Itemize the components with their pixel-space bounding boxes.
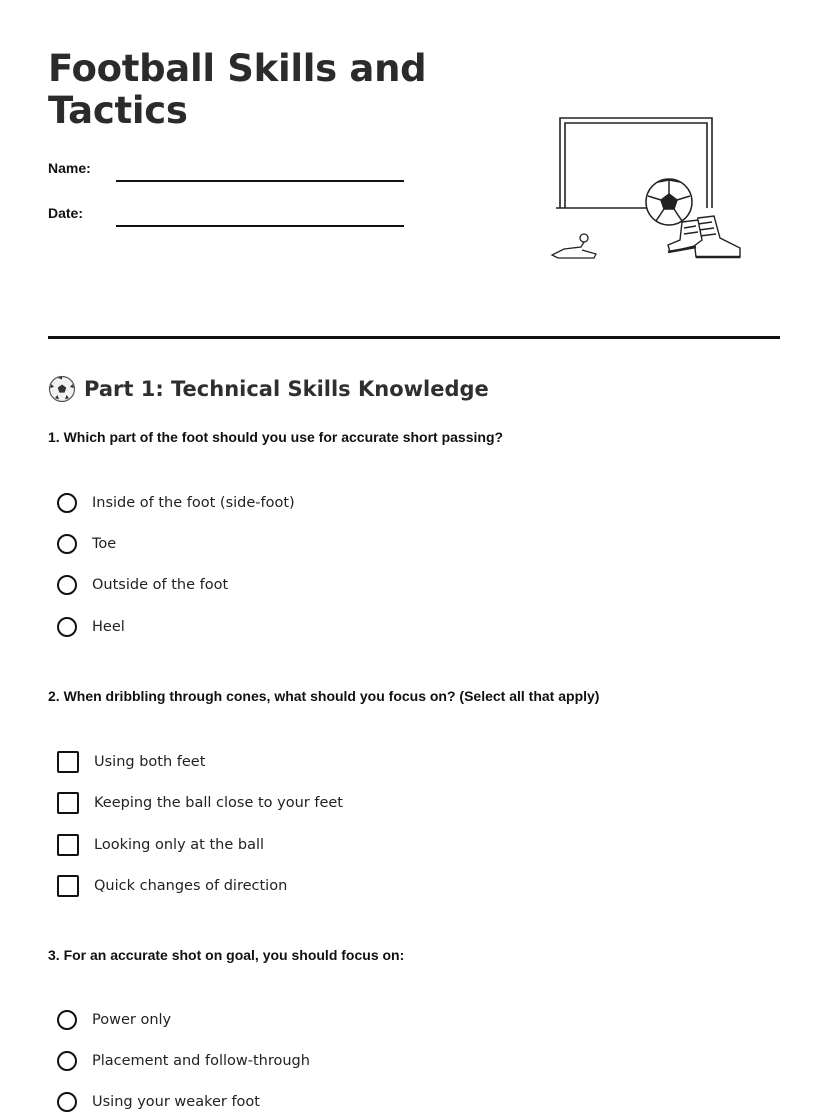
- question-3: 3. For an accurate shot on goal, you should focus on:: [48, 947, 405, 963]
- name-label: Name:: [48, 160, 91, 176]
- option-label: Toe: [92, 536, 117, 552]
- option-label: Using your weaker foot: [92, 1094, 260, 1110]
- soccer-ball-icon: [48, 375, 76, 403]
- section-title: Part 1: Technical Skills Knowledge: [84, 377, 489, 401]
- option-q3-a[interactable]: [57, 1007, 171, 1033]
- question-1: 1. Which part of the foot should you use for accurate short passing?: [48, 429, 504, 445]
- page-title: Football Skills and Tactics: [48, 47, 427, 132]
- football-illustration: [548, 112, 744, 268]
- option-q1-c[interactable]: [57, 572, 228, 598]
- option-q3-b[interactable]: [57, 1048, 310, 1074]
- date-label: Date:: [48, 205, 84, 221]
- name-field[interactable]: [116, 180, 404, 182]
- radio-button[interactable]: [57, 617, 77, 637]
- option-label: Power only: [92, 1012, 172, 1028]
- option-label: Quick changes of direction: [94, 878, 288, 894]
- radio-button[interactable]: [57, 493, 77, 513]
- option-label: Inside of the foot (side-foot): [92, 495, 295, 511]
- option-q1-b[interactable]: [57, 531, 116, 557]
- option-q3-c[interactable]: [57, 1089, 260, 1115]
- option-q2-c[interactable]: [57, 832, 264, 858]
- section-header: [48, 374, 489, 404]
- soccer-ball-icon: [646, 179, 692, 225]
- checkbox[interactable]: [57, 751, 79, 773]
- option-q2-a[interactable]: [57, 749, 205, 775]
- option-label: Looking only at the ball: [94, 837, 265, 853]
- question-2: 2. When dribbling through cones, what should you focus on? (Select all that apply): [48, 688, 600, 704]
- checkbox[interactable]: [57, 792, 79, 814]
- radio-button[interactable]: [57, 575, 77, 595]
- whistle-icon: [552, 234, 596, 258]
- option-q1-d[interactable]: [57, 614, 125, 640]
- option-label: Using both feet: [94, 754, 206, 770]
- option-label: Keeping the ball close to your feet: [94, 795, 343, 811]
- radio-button[interactable]: [57, 1092, 77, 1112]
- section-divider: [48, 336, 780, 339]
- radio-button[interactable]: [57, 1010, 77, 1030]
- option-label: Placement and follow-through: [92, 1053, 310, 1069]
- option-q2-b[interactable]: [57, 790, 343, 816]
- option-q1-a[interactable]: [57, 490, 295, 516]
- option-q2-d[interactable]: [57, 873, 287, 899]
- option-label: Heel: [92, 619, 125, 635]
- checkbox[interactable]: [57, 834, 79, 856]
- option-label: Outside of the foot: [92, 577, 229, 593]
- radio-button[interactable]: [57, 1051, 77, 1071]
- radio-button[interactable]: [57, 534, 77, 554]
- date-field[interactable]: [116, 225, 404, 227]
- checkbox[interactable]: [57, 875, 79, 897]
